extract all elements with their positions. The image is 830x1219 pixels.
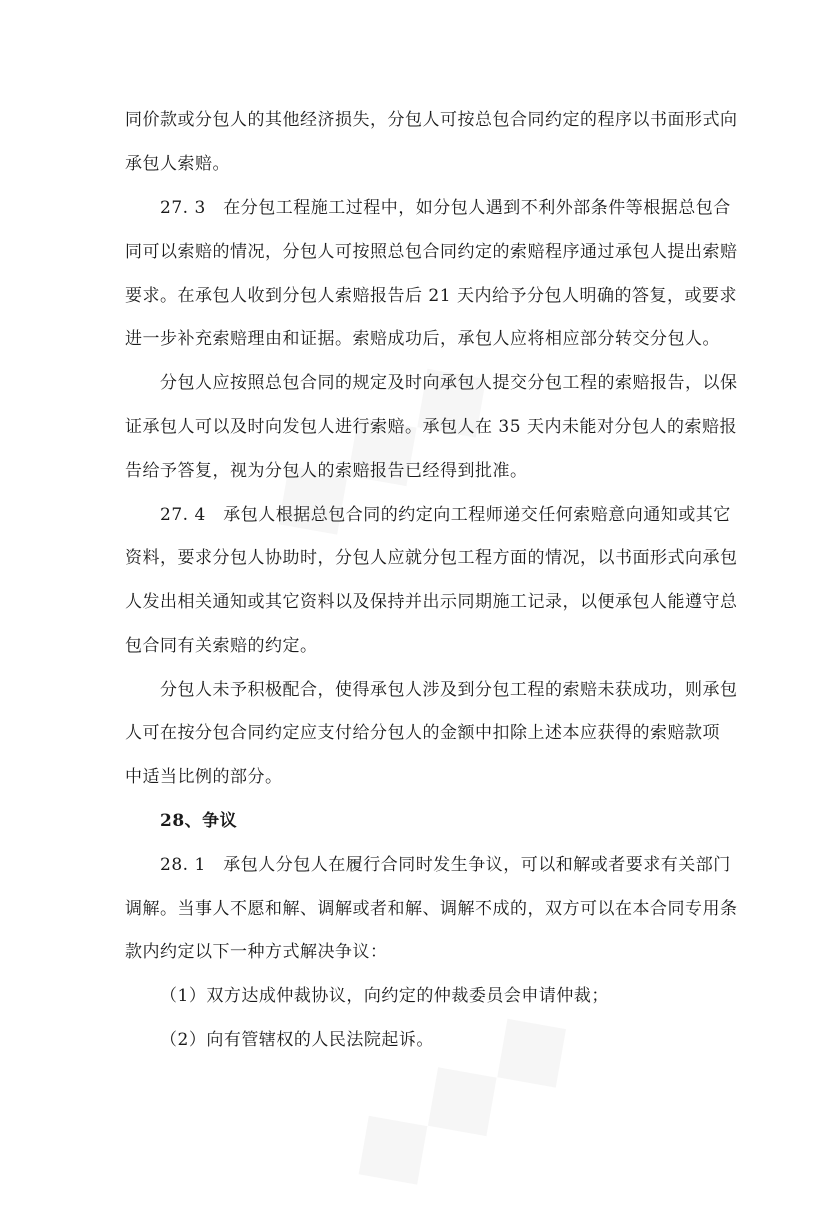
section-28-heading: 28、争议: [160, 811, 238, 831]
paragraph-line: 款内约定以下一种方式解决争议：: [125, 942, 388, 962]
clause-27-3-heading: 27. 3 在分包工程施工过程中，如分包人遇到不利外部条件等根据总包合: [160, 198, 731, 218]
paragraph-line: 资料，要求分包人协助时，分包人应就分包工程方面的情况，以书面形式向承包: [125, 548, 738, 568]
paragraph-line: 中适当比例的部分。: [125, 767, 283, 787]
paragraph-line: 包合同有关索赔的约定。: [125, 636, 318, 656]
paragraph-line: 告给予答复，视为分包人的索赔报告已经得到批准。: [125, 461, 528, 481]
paragraph-line: 进一步补充索赔理由和证据。索赔成功后，承包人应将相应部分转交分包人。: [125, 329, 720, 349]
list-item-2: （2）向有管辖权的人民法院起诉。: [160, 1030, 434, 1050]
paragraph-line: 证承包人可以及时向发包人进行索赔。承包人在 35 天内未能对分包人的索赔报: [125, 417, 737, 437]
paragraph-line: 人可在按分包合同约定应支付给分包人的金额中扣除上述本应获得的索赔款项: [125, 723, 720, 743]
paragraph-line: 分包人未予积极配合，使得承包人涉及到分包工程的索赔未获成功，则承包: [160, 680, 738, 700]
paragraph-line: 分包人应按照总包合同的规定及时向承包人提交分包工程的索赔报告，以保: [160, 373, 738, 393]
paragraph-line: 人发出相关通知或其它资料以及保持并出示同期施工记录，以便承包人能遵守总: [125, 592, 738, 612]
paragraph-line: 同可以索赔的情况，分包人可按照总包合同约定的索赔程序通过承包人提出索赔: [125, 242, 738, 262]
paragraph-line: 承包人索赔。: [125, 154, 230, 174]
watermark: [236, 319, 517, 569]
paragraph-line: 同价款或分包人的其他经济损失，分包人可按总包合同约定的程序以书面形式向: [125, 110, 738, 130]
paragraph-line: 要求。在承包人收到分包人索赔报告后 21 天内给予分包人明确的答复，或要求: [125, 286, 737, 306]
list-item-1: （1）双方达成仲裁协议，向约定的仲裁委员会申请仲裁；: [160, 986, 609, 1006]
clause-27-4-heading: 27. 4 承包人根据总包合同的约定向工程师递交任何索赔意向通知或其它: [160, 505, 731, 525]
paragraph-line: 调解。当事人不愿和解、调解或者和解、调解不成的，双方可以在本合同专用条: [125, 899, 738, 919]
clause-28-1-heading: 28. 1 承包人分包人在履行合同时发生争议，可以和解或者要求有关部门: [160, 855, 731, 875]
